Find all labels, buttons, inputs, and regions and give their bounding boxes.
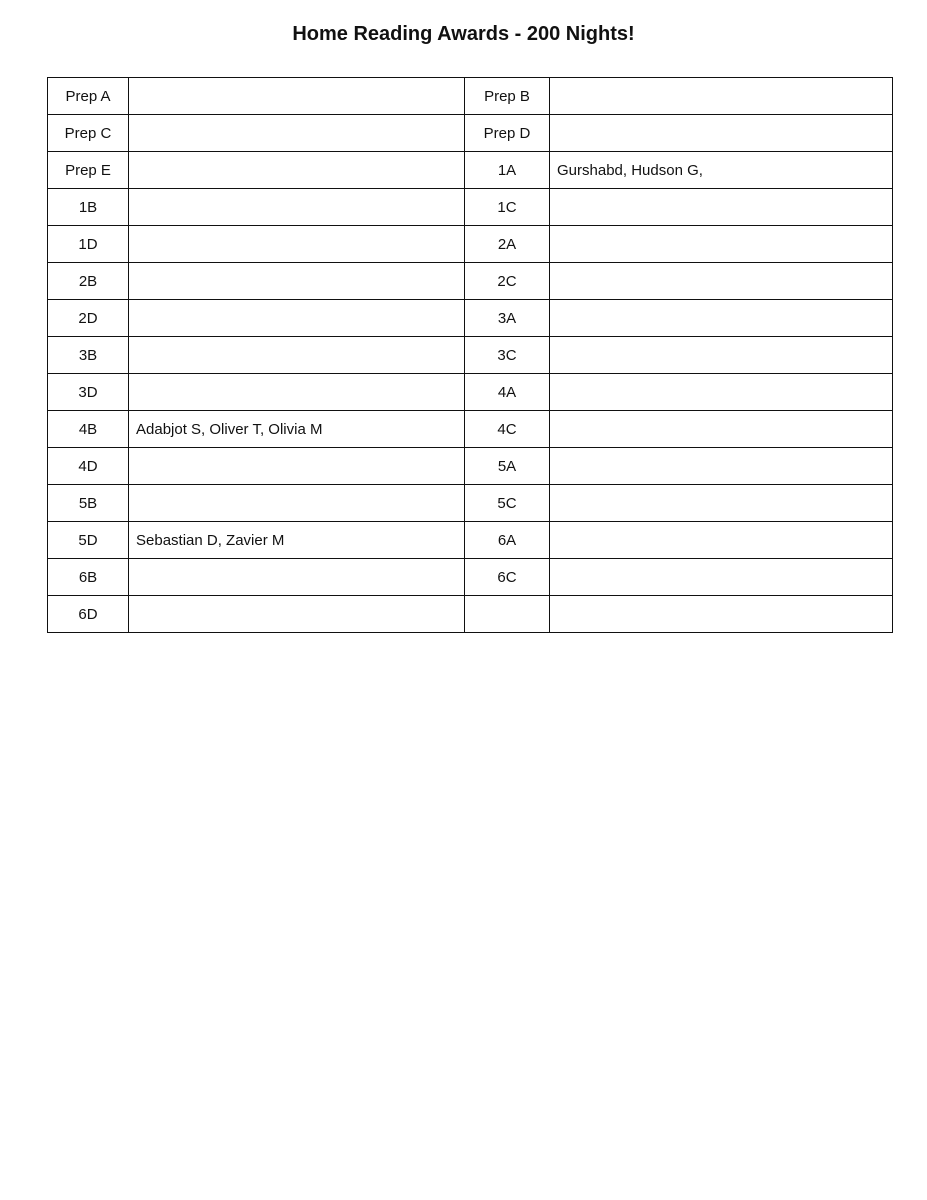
award-names-left xyxy=(129,337,465,374)
award-names-left xyxy=(129,226,465,263)
award-names-right xyxy=(550,559,893,596)
award-names-right xyxy=(550,300,893,337)
award-names-left xyxy=(129,300,465,337)
award-names-right xyxy=(550,411,893,448)
class-label-right: 4C xyxy=(465,411,550,448)
class-label-left: 4D xyxy=(48,448,129,485)
class-label-right: 3C xyxy=(465,337,550,374)
class-label-left: 5B xyxy=(48,485,129,522)
award-names-left xyxy=(129,152,465,189)
class-label-right: 4A xyxy=(465,374,550,411)
award-names-left: Sebastian D, Zavier M xyxy=(129,522,465,559)
table-row xyxy=(48,78,893,115)
table-row xyxy=(48,374,893,411)
table-row xyxy=(48,337,893,374)
award-names-left xyxy=(129,596,465,633)
table-row xyxy=(48,448,893,485)
award-names-left xyxy=(129,448,465,485)
award-names-right xyxy=(550,448,893,485)
class-label-left: 1D xyxy=(48,226,129,263)
class-label-left: Prep C xyxy=(48,115,129,152)
award-names-right xyxy=(550,115,893,152)
award-names-left: Adabjot S, Oliver T, Olivia M xyxy=(129,411,465,448)
class-label-right: 1A xyxy=(465,152,550,189)
award-names-right xyxy=(550,485,893,522)
table-row xyxy=(48,596,893,633)
class-label-left: 6D xyxy=(48,596,129,633)
award-names-right xyxy=(550,226,893,263)
table-row xyxy=(48,152,893,189)
table-row xyxy=(48,522,893,559)
award-names-right xyxy=(550,522,893,559)
class-label-right: Prep D xyxy=(465,115,550,152)
class-label-right: 6A xyxy=(465,522,550,559)
table-row xyxy=(48,411,893,448)
table-row xyxy=(48,189,893,226)
class-label-left: 2D xyxy=(48,300,129,337)
table-row xyxy=(48,263,893,300)
class-label-left: 5D xyxy=(48,522,129,559)
class-label-left: 6B xyxy=(48,559,129,596)
class-label-right: 3A xyxy=(465,300,550,337)
award-names-right xyxy=(550,78,893,115)
table-row xyxy=(48,226,893,263)
class-label-left: Prep E xyxy=(48,152,129,189)
class-label-right xyxy=(465,596,550,633)
table-row xyxy=(48,300,893,337)
class-label-right: Prep B xyxy=(465,78,550,115)
class-label-left: 3D xyxy=(48,374,129,411)
class-label-left: 4B xyxy=(48,411,129,448)
class-label-right: 5A xyxy=(465,448,550,485)
class-label-right: 2A xyxy=(465,226,550,263)
class-label-left: 3B xyxy=(48,337,129,374)
class-label-left: Prep A xyxy=(48,78,129,115)
table-row xyxy=(48,559,893,596)
table-row xyxy=(48,485,893,522)
award-names-left xyxy=(129,115,465,152)
award-names-left xyxy=(129,485,465,522)
award-names-right: Gurshabd, Hudson G, xyxy=(550,152,893,189)
class-label-right: 1C xyxy=(465,189,550,226)
award-names-left xyxy=(129,559,465,596)
page-title: Home Reading Awards - 200 Nights! xyxy=(292,23,635,45)
award-names-left xyxy=(129,263,465,300)
awards-table xyxy=(47,77,893,633)
award-names-left xyxy=(129,189,465,226)
class-label-right: 6C xyxy=(465,559,550,596)
class-label-left: 2B xyxy=(48,263,129,300)
award-names-right xyxy=(550,374,893,411)
award-names-right xyxy=(550,337,893,374)
award-names-left xyxy=(129,374,465,411)
award-names-left xyxy=(129,78,465,115)
award-names-right xyxy=(550,189,893,226)
class-label-left: 1B xyxy=(48,189,129,226)
table-row xyxy=(48,115,893,152)
class-label-right: 5C xyxy=(465,485,550,522)
award-names-right xyxy=(550,263,893,300)
award-names-right xyxy=(550,596,893,633)
class-label-right: 2C xyxy=(465,263,550,300)
